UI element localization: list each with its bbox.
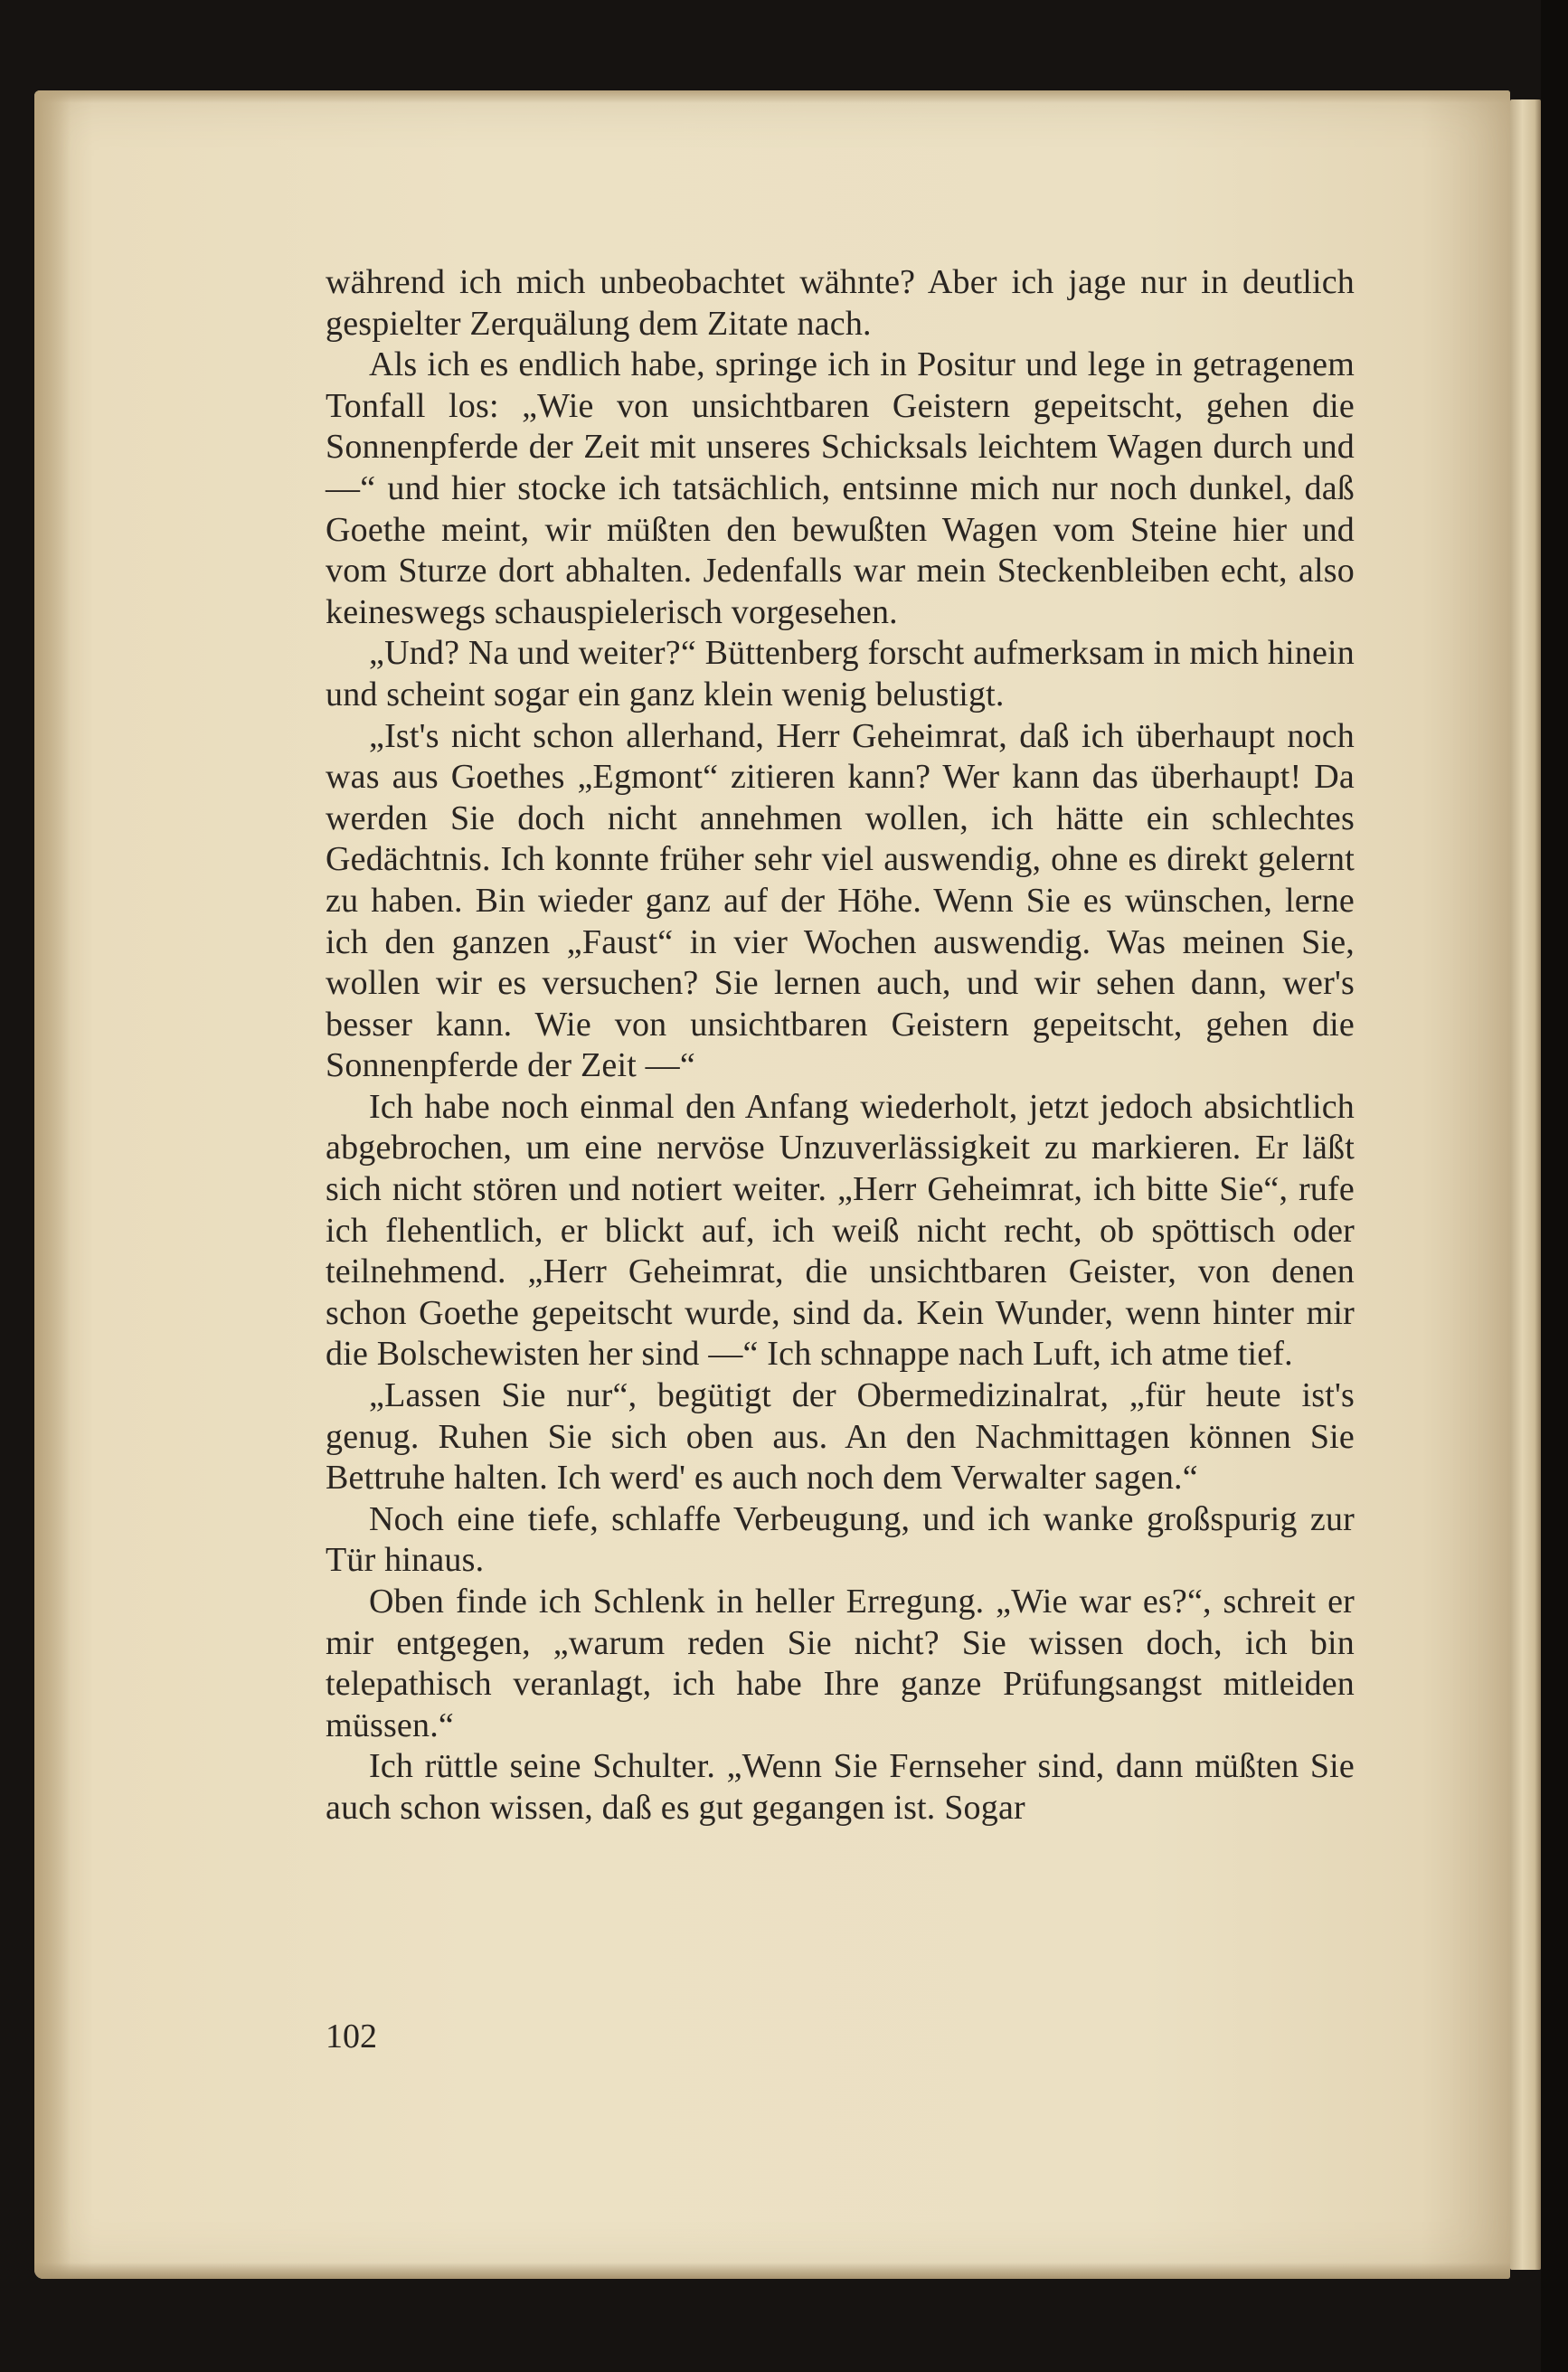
- paragraph: Als ich es endlich habe, springe ich in Positur und lege in getragenem Tonfall los: „Wie von unsichtbaren Geistern gepeitscht, gehen die Sonnenpferde der Zeit mit unseres Schicksals leichtem Wagen durch und —“ und hier stocke ich tatsächlich, entsinne mich nur noch dunkel, daß Goethe meint, wir müßten den bewußten Wagen vom Steine hier und vom Sturze dort abhalten. Jedenfalls war mein Steckenbleiben echt, also keineswegs schauspielerisch vorgesehen.: [326, 345, 1355, 631]
- paragraph: Ich habe noch einmal den Anfang wiederholt, jetzt jedoch absichtlich abgebrochen, um eine nervöse Unzuverlässigkeit zu markieren. Er läßt sich nicht stören und notiert weiter. „Herr Geheimrat, ich bitte Sie“, rufe ich flehentlich, er blickt auf, ich weiß nicht recht, ob spöttisch oder teilnehmend. „Herr Geheimrat, die unsichtbaren Geister, von denen schon Goethe gepeitscht wurde, sind da. Kein Wunder, wenn hinter mir die Bolschewisten her sind —“ Ich schnappe nach Luft, ich atme tief.: [326, 1087, 1355, 1374]
- paragraph: Ich rüttle seine Schulter. „Wenn Sie Fernseher sind, dann müßten Sie auch schon wissen, daß es gut gegangen ist. Sogar: [326, 1747, 1355, 1827]
- paragraph: Oben finde ich Schlenk in heller Erregung. „Wie war es?“, schreit er mir entgegen, „warum reden Sie nicht? Sie wissen doch, ich bin telepathisch veranlagt, ich habe Ihre ganze Prüfungsangst mitleiden müssen.“: [326, 1583, 1355, 1744]
- body-text: [326, 262, 1355, 1829]
- book-cover-edge: [1541, 0, 1568, 2372]
- paragraph: „Lassen Sie nur“, begütigt der Obermedizinalrat, „für heute ist's genug. Ruhen Sie sich oben aus. An den Nachmittagen können Sie Bettruhe halten. Ich werd' es auch noch dem Verwalter sagen.“: [326, 1376, 1355, 1498]
- book-spine-edge: [1510, 99, 1541, 2270]
- page-left-edge: [34, 90, 71, 2279]
- paragraph: „Ist's nicht schon allerhand, Herr Geheimrat, daß ich überhaupt noch was aus Goethes „Egmont“ zitieren kann? Wer kann das überhaupt! Da werden Sie doch nicht annehmen wollen, ich hätte ein schlechtes Gedächtnis. Ich konnte früher sehr viel auswendig, ohne es direkt gelernt zu haben. Bin wieder ganz auf der Höhe. Wenn Sie es wünschen, lerne ich den ganzen „Faust“ in vier Wochen auswendig. Was meinen Sie, wollen wir es versuchen? Sie lernen auch, und wir sehen dann, wer's besser kann. Wie von unsichtbaren Geistern gepeitscht, gehen die Sonnenpferde der Zeit —“: [326, 716, 1355, 1085]
- paragraph: während ich mich unbeobachtet wähnte? Aber ich jage nur in deutlich gespielter Zerquälung dem Zitate nach.: [326, 263, 1355, 343]
- page-number: 102: [326, 2018, 377, 2055]
- page-bottom-edge: [34, 2263, 1510, 2279]
- paragraph: „Und? Na und weiter?“ Büttenberg forscht aufmerksam in mich hinein und scheint sogar ein ganz klein wenig belustigt.: [326, 634, 1355, 713]
- paragraph: Noch eine tiefe, schlaffe Verbeugung, und ich wanke großspurig zur Tür hinaus.: [326, 1499, 1355, 1580]
- page-top-edge: [34, 90, 1510, 103]
